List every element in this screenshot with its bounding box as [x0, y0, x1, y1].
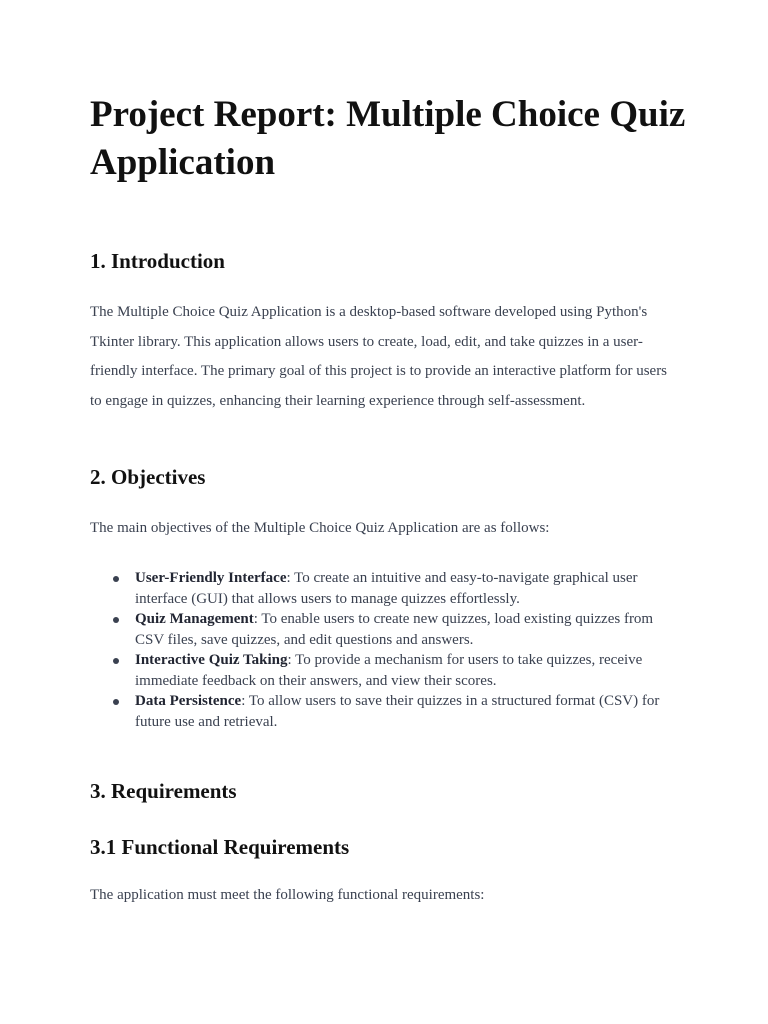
- objectives-list: [90, 568, 670, 732]
- objectives-heading: 2. Objectives: [90, 465, 206, 489]
- document-title: Project Report: Multiple Choice Quiz Application: [90, 94, 686, 183]
- objective-text: : To allow users to save their quizzes in a structured format (CSV) for future use and retrieval.: [135, 693, 660, 730]
- objective-term: User-Friendly Interface: [135, 570, 287, 586]
- objective-term: Data Persistence: [135, 693, 242, 709]
- bullet-icon: [113, 658, 119, 664]
- bullet-icon: [113, 617, 119, 623]
- objective-term: Interactive Quiz Taking: [135, 652, 288, 668]
- objective-text: : To create an intuitive and easy-to-navigate graphical user interface (GUI) that allows users to manage quizzes effortlessly.: [135, 570, 638, 607]
- introduction-heading: 1. Introduction: [90, 249, 225, 273]
- list-item: [90, 691, 670, 732]
- objectives-intro: The main objectives of the Multiple Choice Quiz Application are as follows:: [90, 520, 550, 536]
- objective-term: Quiz Management: [135, 611, 254, 627]
- list-item: [90, 609, 670, 650]
- list-item: [90, 568, 670, 609]
- bullet-icon: [113, 699, 119, 705]
- objective-text: : To enable users to create new quizzes, load existing quizzes from CSV files, save quizzes, and edit questions and answers.: [135, 611, 654, 648]
- functional-requirements-intro: The application must meet the following functional requirements:: [90, 887, 485, 903]
- objective-text: : To provide a mechanism for users to take quizzes, receive immediate feedback on their answers, and view their scores.: [135, 652, 643, 689]
- bullet-icon: [113, 576, 119, 582]
- list-item: [90, 650, 670, 691]
- requirements-heading: 3. Requirements: [90, 779, 237, 803]
- functional-requirements-heading: 3.1 Functional Requirements: [90, 835, 350, 859]
- introduction-paragraph: The Multiple Choice Quiz Application is a desktop-based software developed using Python's Tkinter library. This application allows users to create, load, edit, and take quizzes in a user-friendly interface. The primary goal of this project is to provide an interactive platform for users to engage in quizzes, enhancing their learning experience through self-assessment.: [90, 304, 668, 409]
